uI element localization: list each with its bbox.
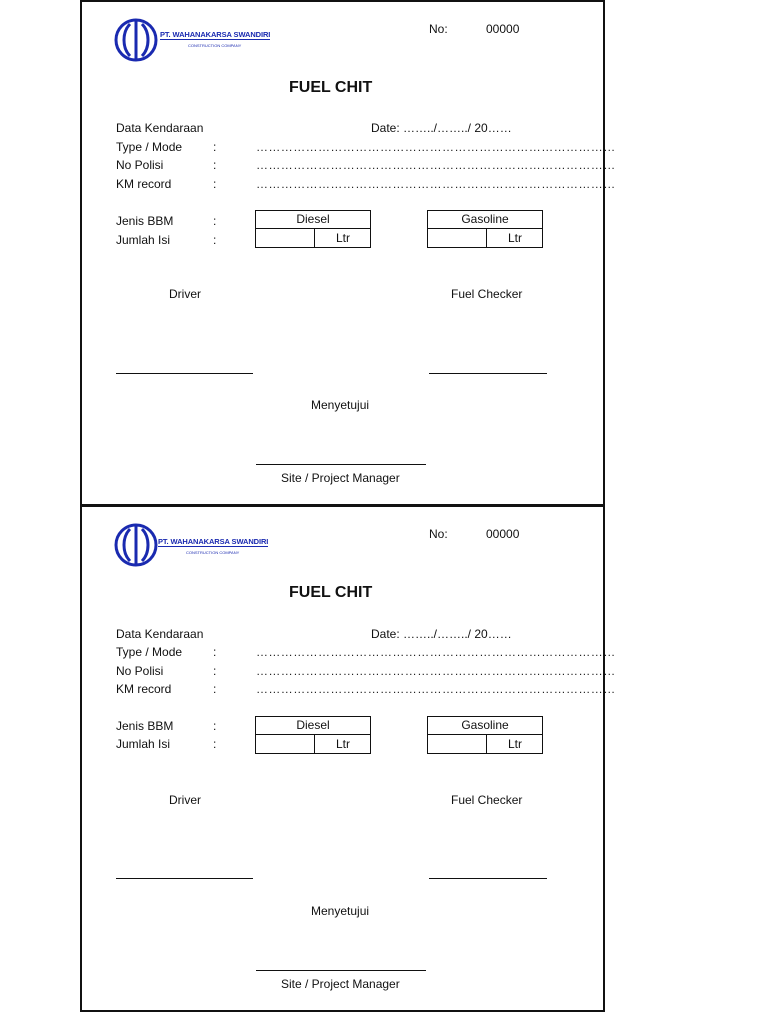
field-value-km: …………………………………………………………………………… — [256, 682, 616, 696]
company-logo — [114, 18, 314, 64]
field-colon: : — [213, 737, 217, 751]
manager-label: Site / Project Manager — [281, 977, 400, 991]
field-label-km: KM record — [116, 682, 172, 696]
field-label-plate: No Polisi — [116, 664, 164, 678]
company-emblem-icon — [114, 523, 158, 567]
amount-label: Jumlah Isi — [116, 233, 171, 247]
company-subtitle: CONSTRUCTION COMPANY — [188, 43, 242, 48]
checker-label: Fuel Checker — [451, 287, 523, 301]
field-value-plate: …………………………………………………………………………… — [256, 158, 616, 172]
amount-box-gasoline[interactable] — [427, 734, 543, 754]
field-colon: : — [213, 214, 217, 228]
unit-label: Ltr — [508, 231, 523, 245]
fuel-chit-1 — [80, 0, 616, 506]
company-emblem-icon — [114, 18, 158, 62]
fuel-option-label: Diesel — [296, 718, 330, 732]
company-logo — [114, 523, 314, 569]
field-value-type: …………………………………………………………………………… — [256, 645, 616, 659]
fuel-option-diesel[interactable] — [255, 716, 371, 735]
fuel-type-label: Jenis BBM — [116, 719, 174, 733]
manager-label: Site / Project Manager — [281, 471, 400, 485]
field-label-km: KM record — [116, 177, 172, 191]
approve-label: Menyetujui — [311, 904, 370, 918]
company-subtitle: CONSTRUCTION COMPANY — [186, 550, 240, 555]
field-colon: : — [213, 664, 217, 678]
field-label-type: Type / Mode — [116, 140, 183, 154]
number-label: No: — [429, 527, 448, 541]
checker-label: Fuel Checker — [451, 793, 523, 807]
manager-signature-line — [256, 464, 426, 465]
checker-signature-line — [429, 878, 547, 879]
vehicle-data-label: Data Kendaraan — [116, 627, 204, 641]
fuel-option-label: Diesel — [296, 212, 330, 226]
amount-label: Jumlah Isi — [116, 737, 171, 751]
company-name: PT. WAHANAKARSA SWANDIRI — [158, 537, 269, 546]
field-colon: : — [213, 140, 217, 154]
divider — [314, 735, 315, 753]
field-colon: : — [213, 177, 217, 191]
date-field: Date: ……../……../ 20…… — [371, 627, 512, 641]
field-colon: : — [213, 233, 217, 247]
field-value-type: …………………………………………………………………………… — [256, 140, 616, 154]
driver-label: Driver — [169, 793, 201, 807]
fuel-option-label: Gasoline — [461, 718, 509, 732]
driver-label: Driver — [169, 287, 201, 301]
driver-signature-line — [116, 878, 253, 879]
vehicle-data-label: Data Kendaraan — [116, 121, 204, 135]
field-value-plate: …………………………………………………………………………… — [256, 664, 616, 678]
field-colon: : — [213, 158, 217, 172]
field-colon: : — [213, 682, 217, 696]
fuel-option-gasoline[interactable] — [427, 210, 543, 229]
unit-label: Ltr — [336, 231, 351, 245]
fuel-option-label: Gasoline — [461, 212, 509, 226]
field-value-km: …………………………………………………………………………… — [256, 177, 616, 191]
divider — [486, 229, 487, 247]
field-colon: : — [213, 719, 217, 733]
field-label-plate: No Polisi — [116, 158, 164, 172]
driver-signature-line — [116, 373, 253, 374]
manager-signature-line — [256, 970, 426, 971]
amount-box-diesel[interactable] — [255, 734, 371, 754]
number-value: 00000 — [486, 22, 520, 36]
fuel-chit-2 — [80, 505, 616, 1012]
number-value: 00000 — [486, 527, 520, 541]
page-title: FUEL CHIT — [289, 584, 373, 601]
fuel-type-label: Jenis BBM — [116, 214, 174, 228]
page-title: FUEL CHIT — [289, 79, 373, 96]
fuel-option-gasoline[interactable] — [427, 716, 543, 735]
number-label: No: — [429, 22, 448, 36]
amount-box-gasoline[interactable] — [427, 228, 543, 248]
approve-label: Menyetujui — [311, 398, 370, 412]
field-label-type: Type / Mode — [116, 645, 183, 659]
amount-box-diesel[interactable] — [255, 228, 371, 248]
divider — [486, 735, 487, 753]
unit-label: Ltr — [508, 737, 523, 751]
date-field: Date: ……../……../ 20…… — [371, 121, 512, 135]
fuel-option-diesel[interactable] — [255, 210, 371, 229]
field-colon: : — [213, 645, 217, 659]
divider — [314, 229, 315, 247]
unit-label: Ltr — [336, 737, 351, 751]
checker-signature-line — [429, 373, 547, 374]
company-name: PT. WAHANAKARSA SWANDIRI — [160, 30, 271, 39]
